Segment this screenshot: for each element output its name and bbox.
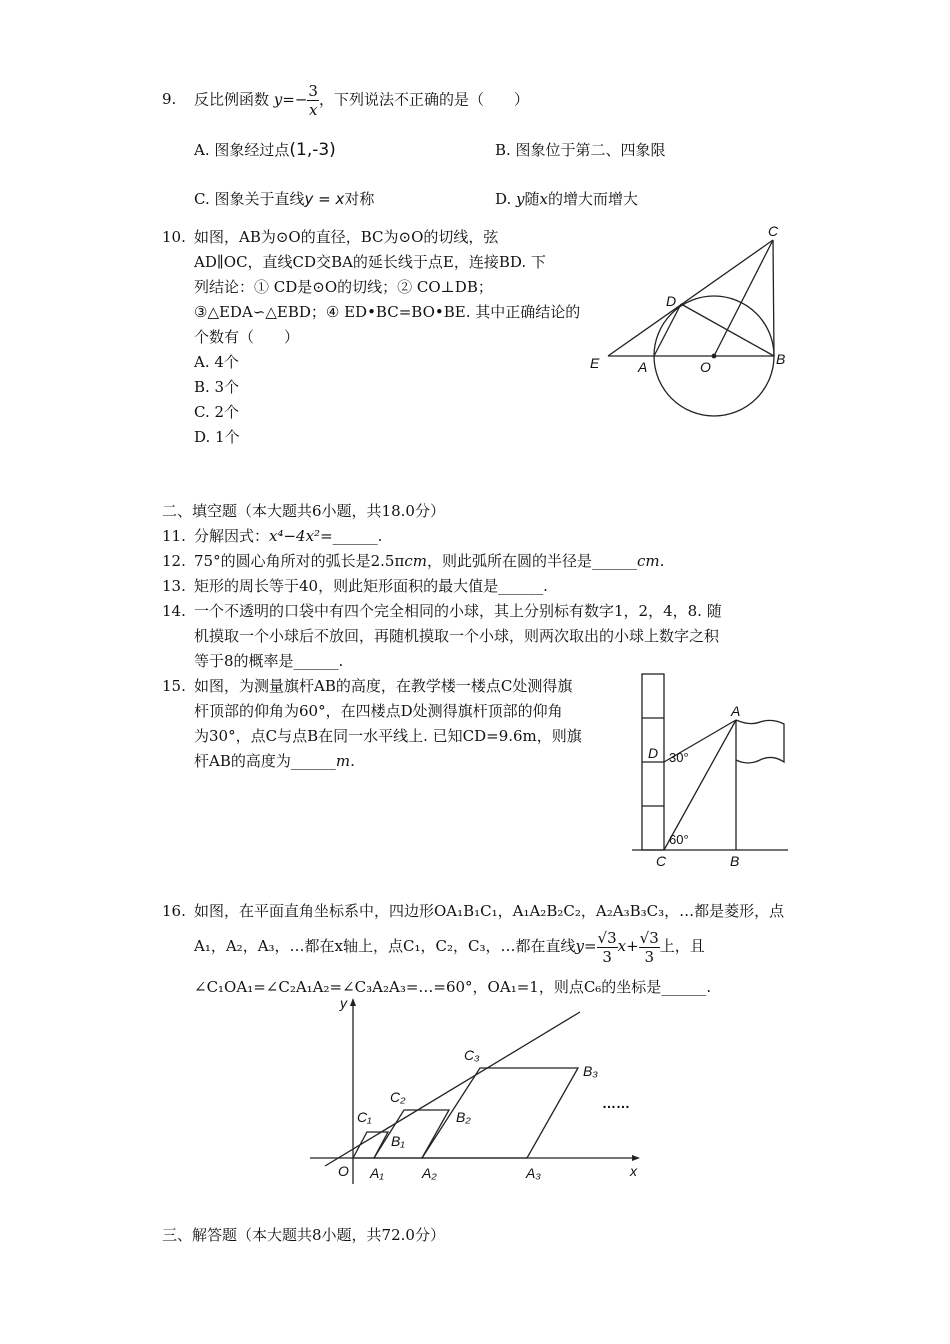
q15-line3: 为30°，点C与点B在同一水平线上. 已知CD=9.6m，则旗 xyxy=(194,727,582,745)
q10-line2: AD∥OC，直线CD交BA的延长线于点E，连接BD. 下 xyxy=(194,253,546,271)
q11-blank[interactable]: ______ xyxy=(332,527,378,545)
q9-number: 9. xyxy=(162,90,177,108)
q16-label-b3: B₃ xyxy=(583,1063,598,1079)
q10-center-dot xyxy=(712,354,717,359)
q10-line-ad xyxy=(654,304,681,356)
q16-figure xyxy=(300,994,650,1190)
q13-text: 矩形的周长等于40，则此矩形面积的最大值是______. xyxy=(194,577,548,595)
q16-line xyxy=(325,1012,580,1166)
q10-option-b[interactable]: B. 3个 xyxy=(194,378,240,396)
q9-option-b[interactable]: B. 图象位于第二、四象限 xyxy=(495,141,666,159)
q10-line1: 如图，AB为⊙O的直径，BC为⊙O的切线，弦 xyxy=(194,228,499,246)
q9-option-a[interactable]: A. 图象经过点(1,-3) xyxy=(194,140,336,160)
q10-option-c[interactable]: C. 2个 xyxy=(194,403,240,421)
q16-label-b1: B₁ xyxy=(391,1133,405,1149)
q15-blank[interactable]: ______ xyxy=(290,752,336,770)
q10-line4: ③△EDA∽△EBD；④ ED•BC=BO•BE. 其中正确结论的 xyxy=(194,303,581,321)
q10-figure xyxy=(580,220,800,430)
q10-label-o: O xyxy=(700,359,711,375)
q16-label-b2: B₂ xyxy=(456,1109,471,1125)
q15-line4: 杆AB的高度为______m. xyxy=(194,752,355,770)
q14-blank[interactable]: ______ xyxy=(293,652,339,670)
q16-blank[interactable]: ______ xyxy=(661,978,707,996)
q10-option-d[interactable]: D. 1个 xyxy=(194,428,240,446)
q16-label-c1: C₁ xyxy=(357,1109,372,1125)
q15-figure xyxy=(632,668,792,872)
q16-number: 16. xyxy=(162,902,186,920)
q13-blank[interactable]: ______ xyxy=(498,577,544,595)
q15-angle-c: 60° xyxy=(669,832,689,847)
q15-number: 15. xyxy=(162,677,186,695)
q12-blank[interactable]: ______ xyxy=(591,552,637,570)
q10-label-a: A xyxy=(638,359,648,375)
q16-label-y: y xyxy=(340,995,347,1011)
q12-text: 75°的圆心角所对的弧长是2.5πcm，则此弧所在圆的半径是______cm. xyxy=(194,552,665,570)
q15-label-a: A xyxy=(731,703,741,719)
q10-line-ec xyxy=(608,240,773,356)
section-2-heading: 二、填空题（本大题共6小题，共18.0分） xyxy=(162,502,445,520)
q15-flag xyxy=(736,720,784,763)
q10-label-b: B xyxy=(776,351,786,367)
q16-ellipsis: …… xyxy=(602,1095,630,1111)
section-3-heading: 三、解答题（本大题共8小题，共72.0分） xyxy=(162,1226,445,1244)
q14-line1: 一个不透明的口袋中有四个完全相同的小球，其上分别标有数字1，2，4，8. 随 xyxy=(194,602,722,620)
q9-stem xyxy=(194,82,529,119)
q15-label-c: C xyxy=(656,853,667,869)
q10-line-bc xyxy=(773,240,774,356)
q14-line3: 等于8的概率是______. xyxy=(194,652,344,670)
q10-line-db xyxy=(681,304,774,356)
q9-option-d[interactable]: D. y随x的增大而增大 xyxy=(495,190,639,208)
q16-label-c3: C₃ xyxy=(464,1047,480,1063)
q15-angle-d: 30° xyxy=(669,750,689,765)
q10-label-c: C xyxy=(768,223,779,239)
q16-fraction-1: $\frac{√3}{3}$ xyxy=(597,928,617,966)
q10-line5: 个数有（ ） xyxy=(194,328,300,346)
q16-label-x: x xyxy=(630,1163,637,1179)
q10-option-a[interactable]: A. 4个 xyxy=(194,353,239,371)
q9-stem-a: 反比例函数 xyxy=(194,90,270,109)
q9-option-c[interactable]: C. 图象关于直线y = x对称 xyxy=(194,190,375,208)
q16-label-o: O xyxy=(338,1163,349,1179)
q16-fraction-2: $\frac{√3}{3}$ xyxy=(639,928,659,966)
q15-label-d: D xyxy=(648,745,659,761)
q11-text: 分解因式：x⁴−4x²=______. xyxy=(194,527,383,545)
q16-line3: ∠C₁OA₁=∠C₂A₁A₂=∠C₃A₂A₃=…=60°，OA₁=1，则点C₆的坐标是______. xyxy=(194,978,712,996)
q9-stem-b: ，下列说法不正确的是（ ） xyxy=(318,90,529,109)
q16-label-a3: A₃ xyxy=(526,1165,541,1181)
q9-fn: y=− xyxy=(273,90,308,109)
q9-fraction: $\frac{3}{x}$ xyxy=(308,82,318,119)
q10-number: 10. xyxy=(162,228,186,246)
q15-line1: 如图，为测量旗杆AB的高度，在教学楼一楼点C处测得旗 xyxy=(194,677,573,695)
q13-number: 13. xyxy=(162,577,186,595)
q10-label-d: D xyxy=(666,293,677,309)
q15-label-b: B xyxy=(730,853,740,869)
q15-line2: 杆顶部的仰角为60°，在四楼点D处测得旗杆顶部的仰角 xyxy=(194,702,563,720)
q14-line2: 机摸取一个小球后不放回，再随机摸取一个小球，则两次取出的小球上数字之积 xyxy=(194,627,720,645)
q10-line3: 列结论：① CD是⊙O的切线；② CO⊥DB； xyxy=(194,278,493,296)
q16-label-c2: C₂ xyxy=(390,1089,406,1105)
q16-line2: A₁，A₂，A₃，…都在x轴上，点C₁，C₂，C₃，…都在直线y= $\frac{√3}{3}$ x+ $\frac{√3}{3}$ 上，且 xyxy=(194,928,705,966)
q10-label-e: E xyxy=(590,355,600,371)
q16-label-a2: A₂ xyxy=(422,1165,437,1181)
q16-line1: 如图，在平面直角坐标系中，四边形OA₁B₁C₁，A₁A₂B₂C₂，A₂A₃B₃C₃，…都是菱形，点 xyxy=(194,902,785,920)
q15-line-ca xyxy=(664,720,736,850)
q16-rhombus-3 xyxy=(422,1068,578,1158)
q11-number: 11. xyxy=(162,527,186,545)
q14-number: 14. xyxy=(162,602,186,620)
q16-label-a1: A₁ xyxy=(370,1165,384,1181)
q12-number: 12. xyxy=(162,552,186,570)
